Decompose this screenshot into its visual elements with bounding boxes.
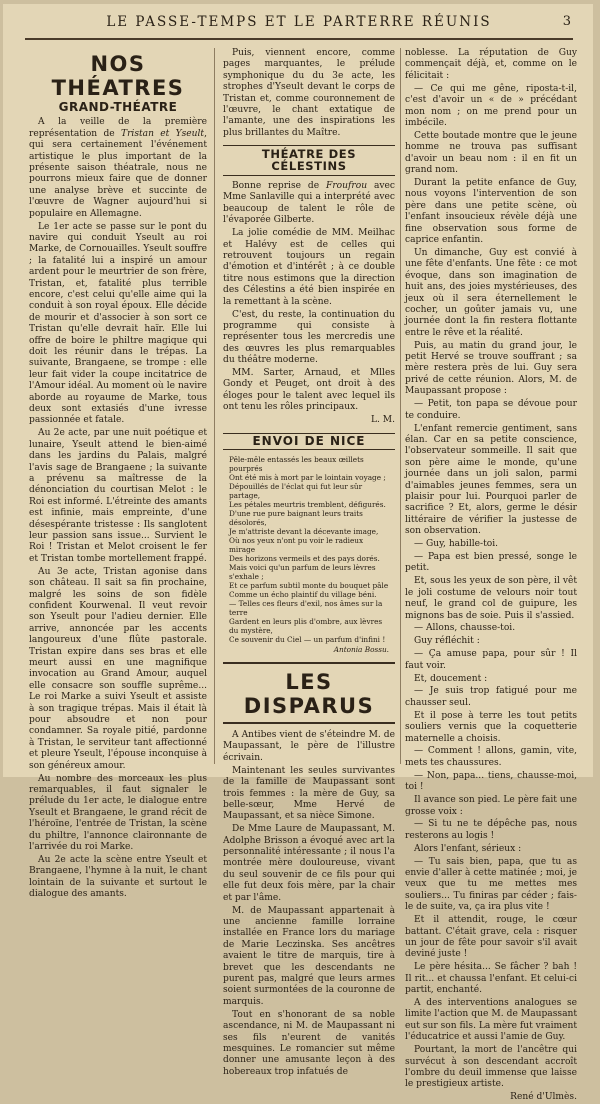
poem-line: D'une rue pure baignant leurs traits désolorés, <box>229 509 363 527</box>
section-title-celestins: THÉATRE DES CÉLESTINS <box>223 145 395 176</box>
article-paragraph: De Mme Laure de Maupassant, M. Adolphe Brisson a évoqué avec art la personnalité intéressante ; il nous l'a montrée mère douloureuse, vivant du seul souvenir de ce fils pour qui elle fut deux fois mère, par la chair et par l'âme. <box>223 824 395 903</box>
column-rule <box>400 48 401 764</box>
article-paragraph: Le 1er acte se passe sur le pont du navire qui conduit Yseult au roi Marke, de Cornouailles. Yseult souffre ; la fatalité lui a inspiré un amour ardent pour le meurtrier de son frère, Tristan, et, fatalité plus terrible encore, c'est celui qu'elle aime qui la conduit à son royal époux. Elle décide de mourir et d'associer à son sort ce Tristan qu'elle devrait haïr. Elle lui offre de boire le philtre magique qui doit les réunir dans le trépas. La suivante, Brangaene, se trompe : elle leur fait vider la coupe incitatrice de l'Amour idéal. Au moment où le navire aborde au royaume de Marke, tous deux sont extasiés d'une ivresse passionnée et fatale. <box>29 221 207 426</box>
article-signature: L. M. <box>370 415 395 426</box>
poem-line: Dépouillés de l'éclat qui fut leur sûr partage, <box>229 482 363 500</box>
poem-line: — Telles ces fleurs d'exil, nos âmes sur la terre <box>229 599 383 617</box>
article-paragraph: — Papa est bien pressé, songe le petit. <box>405 551 577 574</box>
page-header <box>25 4 573 40</box>
poem-line: Et ce parfum subtil monte du bouquet pâle <box>229 581 389 590</box>
article-paragraph: Au nombre des morceaux les plus remarquables, il faut signaler le prélude du 1er acte, le dialogue entre Yseult et Brangaene, le grand récit de l'héroïne, l'entrée de Tristan, la scène du philtre, l'annonce claironnante de l'arrivée du roi Marke. <box>29 773 207 852</box>
column-1 <box>29 48 207 900</box>
article-paragraph: Bonne reprise de Froufrou avec Mme Sanlaville qui a interprété avec beaucoup de talent le rôle de l'évaporée Gilberte. <box>223 181 395 226</box>
article-paragraph: Maintenant les seules survivantes de la famille de Maupassant sont trois femmes : la mère de Guy, sa belle-sœur, Mme Hervé de Maupassant, et sa nièce Simone. <box>223 765 395 822</box>
article-paragraph: Durant la petite enfance de Guy, nous voyons l'intervention de son père dans une petite scène, où l'enfant insoucieux révèle déjà une fine observation sous forme de caprice enfantin. <box>405 177 577 245</box>
column-rule <box>214 48 215 764</box>
article-paragraph: A des interventions analogues se limite l'action que M. de Maupassant eut sur son fils. La mère fut vraiment l'éducatrice et aussi l'amie de Guy. <box>405 998 577 1043</box>
poem-line: Ce souvenir du Ciel — un parfum d'infini ! <box>229 635 386 644</box>
poem <box>229 455 389 654</box>
article-paragraph: — Allons, chausse-toi. <box>414 623 516 634</box>
article-paragraph: — Non, papa... tiens, chausse-moi, toi ! <box>405 770 577 793</box>
poem-line: Ont été mis à mort par le lointain voyage ; <box>229 473 386 482</box>
article-paragraph: Guy réfléchit : <box>414 636 480 647</box>
poem-line: Des horizons vermeils et des pays dorés. <box>229 554 380 563</box>
poem-line: Mais voici qu'un parfum de leurs lèvres s'exhale ; <box>229 563 376 581</box>
poem-line: Gardent en leurs plis d'ombre, aux lèvres du mystère, <box>229 617 383 635</box>
article-paragraph: Il avance son pied. Le père fait une grosse voix : <box>405 795 577 817</box>
article-paragraph: Au 2e acte la scène entre Yseult et Brangaene, l'hymne à la nuit, le chant lointain de la suivante et surtout le dialogue des amants. <box>29 854 207 900</box>
poem-line: Comme un écho plaintif du village béni. <box>229 590 377 599</box>
section-title-envoi-de-nice: ENVOI DE NICE <box>223 433 395 450</box>
page-number: 3 <box>562 14 571 29</box>
article-paragraph: — Tu sais bien, papa, que tu as envie d'aller à cette matinée ; moi, je veux que tu me mettes mes souliers... Tu finiras par céder ; fais-le de suite, va, ça ira plus vite ! <box>405 856 577 913</box>
article-paragraph: Et il pose à terre les tout petits souliers vernis que la coquetterie maternelle a choisis. <box>405 710 577 744</box>
author-signature: René d'Ulmès. <box>510 1092 577 1103</box>
article-paragraph: Pourtant, la mort de l'ancêtre qui survécut à son descendant accroît l'ombre du deuil immense que laisse le prestigieux artiste. <box>405 1045 577 1090</box>
article-paragraph: — Ce qui me gêne, riposta-t-il, c'est d'avoir un « de » précédant mon nom ; on me prend pour un imbécile. <box>405 83 577 128</box>
poem-line: Les pétales meurtris tremblent, défigurés. <box>229 500 386 509</box>
article-paragraph: Et, doucement : <box>414 673 488 684</box>
section-title-nos-theatres: NOS THÉATRES <box>51 52 185 100</box>
article-paragraph: Alors l'enfant, sérieux : <box>414 843 522 854</box>
publication-title: LE PASSE-TEMPS ET LE PARTERRE RÉUNIS <box>106 14 492 30</box>
disparus-header-box <box>223 662 395 724</box>
article-paragraph: — Guy, habille-toi. <box>414 539 499 550</box>
article-paragraph: Puis, au matin du grand jour, le petit Hervé se trouve souffrant ; sa mère restera près de lui. Guy sera privé de cette réunion. Alors, M. de Maupassant propose : <box>405 340 577 397</box>
article-paragraph: A Antibes vient de s'éteindre M. de Maupassant, le père de l'illustre écrivain. <box>223 730 395 763</box>
article-paragraph: Au 2e acte, par une nuit poétique et lunaire, Yseult attend le bien-aimé dans les jardins du Palais, malgré l'avis sage de Brangaene ; la suivante a prévenu sa maîtresse de la dénonciation du courtisan Melot : le Roi est informé. L'étreinte des amants est infinie, mais empreinte, d'une désespérante tristesse : Ils sanglotent leur passion sans issue... Survient le Roi ! Tristan et Melot croisent le fer et Tristan tombe mortellement frappé. <box>29 428 207 564</box>
article-paragraph: Un dimanche, Guy est convié à une fête d'enfants. Une fête : ce mot évoque, dans son imagination de huit ans, des joies mystérieuses, des jeux où il sera éternellement le cocher, un goûter jamais vu, une journée dont la fin restera flottante entre le rêve et la réalité. <box>405 247 577 338</box>
article-paragraph: — Si tu ne te dépêche pas, nous resterons au logis ! <box>405 819 577 841</box>
article-paragraph: Cette boutade montre que le jeune homme ne trouva pas suffisant d'avoir un beau nom : il en fit un grand nom. <box>405 130 577 176</box>
article-paragraph: A la veille de la première représentation de Tristan et Yseult, qui sera certainement l'événement artistique le plus important de la présente saison théatrale, nous ne pourrons mieux faire que de donner une analyse brève et succinte de l'œuvre de Wagner aujourd'hui si populaire en Allemagne. <box>29 117 207 219</box>
article-paragraph: — Comment ! allons, gamin, vite, mets tes chaussures. <box>405 746 577 768</box>
article-paragraph: MM. Sarter, Arnaud, et Mlles Gondy et Peuget, ont droit à des éloges pour le talent avec lequel ils ont tenu les rôles principaux. <box>223 368 395 413</box>
article-paragraph: Et il attendit, rouge, le cœur battant. C'était grave, cela : risquer un jour de fête pour savoir s'il avait deviné juste ! <box>405 915 577 960</box>
article-paragraph: Au 3e acte, Tristan agonise dans son château. Il sait sa fin prochaine, malgré les soins de son fidèle confident Kourwenal. Il veut revoir son Yseult pour l'adieu dernier. Elle arrive, annoncée par les accents langoureux d'une flûte pastorale. Tristan expire dans ses bras et elle meurt aussi en une magnifique invocation au Grand Amour, auquel elle consacre son souffle suprême... Le roi Marke a suivi Yseult et assiste à son tragique trépas. Mais il était là pour absoudre et non pour condamner. Sa royale pitié, pardonne à Tristan, le serviteur tant affectionné et pleure Yseult, l'épouse inconquise à son généreux amour. <box>29 566 207 771</box>
poem-line: Où nos yeux n'ont pu voir le radieux mirage <box>229 536 364 554</box>
article-paragraph: — Je suis trop fatigué pour me chausser seul. <box>405 686 577 708</box>
poem-line: Je m'attriste devant la décevante image, <box>229 527 379 536</box>
article-paragraph: M. de Maupassant appartenait à une ancienne famille lorraine installée en France lors du mariage de Marie Leczinska. Ses ancêtres avaient le titre de marquis, tire à brevet que les descendants ne purent pas, malgré que leurs armes soient surmontées de la couronne de marquis. <box>223 905 395 1007</box>
poem-signature: Antonia Bossu. <box>333 645 389 654</box>
article-paragraph: Et, sous les yeux de son père, il vêt le joli costume de velours noir tout neuf, le grand col de guipure, les mignons bas de soie. Puis il s'assied. <box>405 576 577 621</box>
article-paragraph: — Petit, ton papa se dévoue pour te conduire. <box>405 399 577 421</box>
article-paragraph: L'enfant remercie gentiment, sans élan. Car en sa petite conscience, l'observateur sommeille. Il sait que son père aime le monde, qu'une journée dans un joli salon, parmi d'aimables jeunes femmes, sera un plaisir pour lui. Pourquoi parler de sacrifice ? Et, alors, germe le désir littéraire de vérifier la justesse de son observation. <box>405 423 577 537</box>
column-3 <box>405 48 577 1103</box>
poem-line: Pêle-mêle entassés les beaux œillets pourprés <box>229 455 364 473</box>
article-paragraph: noblesse. La réputation de Guy commençait déjà, et, comme on le félicitait : <box>405 48 577 81</box>
article-paragraph: La jolie comédie de MM. Meilhac et Halévy est de celles qui retrouvent toujours un regain d'émotion et d'intérêt ; à ce double titre nous estimons que la direction des Célestins a été bien inspirée en la remettant à la scène. <box>223 228 395 307</box>
article-paragraph: Le père hésita... Se fâcher ? bah ! Il rit... et chaussa l'enfant. Et celui-ci partit, enchanté. <box>405 962 577 996</box>
article-paragraph: Puis, viennent encore, comme pages marquantes, le prélude symphonique du du 3e acte, les strophes d'Yseult devant le corps de Tristan et, comme couronnement de l'œuvre, le chant extatique de l'amante, une des inspirations les plus brillantes du Maître. <box>223 48 395 138</box>
section-title-les-disparus: LES DISPARUS <box>243 670 375 718</box>
article-paragraph: C'est, du reste, la continuation du programme qui consiste à représenter tous les mercredis une des œuvres les plus remarquables du théâtre moderne. <box>223 309 395 366</box>
column-2 <box>223 48 395 1077</box>
article-paragraph: Tout en s'honorant de sa noble ascendance, ni M. de Maupassant ni ses fils n'eurent de vanités mesquines. Le romancier sut même donner une amusante leçon à des hobereaux trop infatués de <box>223 1009 395 1077</box>
article-paragraph: — Ça amuse papa, pour sûr ! Il faut voir. <box>405 649 577 671</box>
newspaper-page <box>3 4 593 1103</box>
subsection-grand-theatre: GRAND-THÉATRE <box>58 100 178 114</box>
